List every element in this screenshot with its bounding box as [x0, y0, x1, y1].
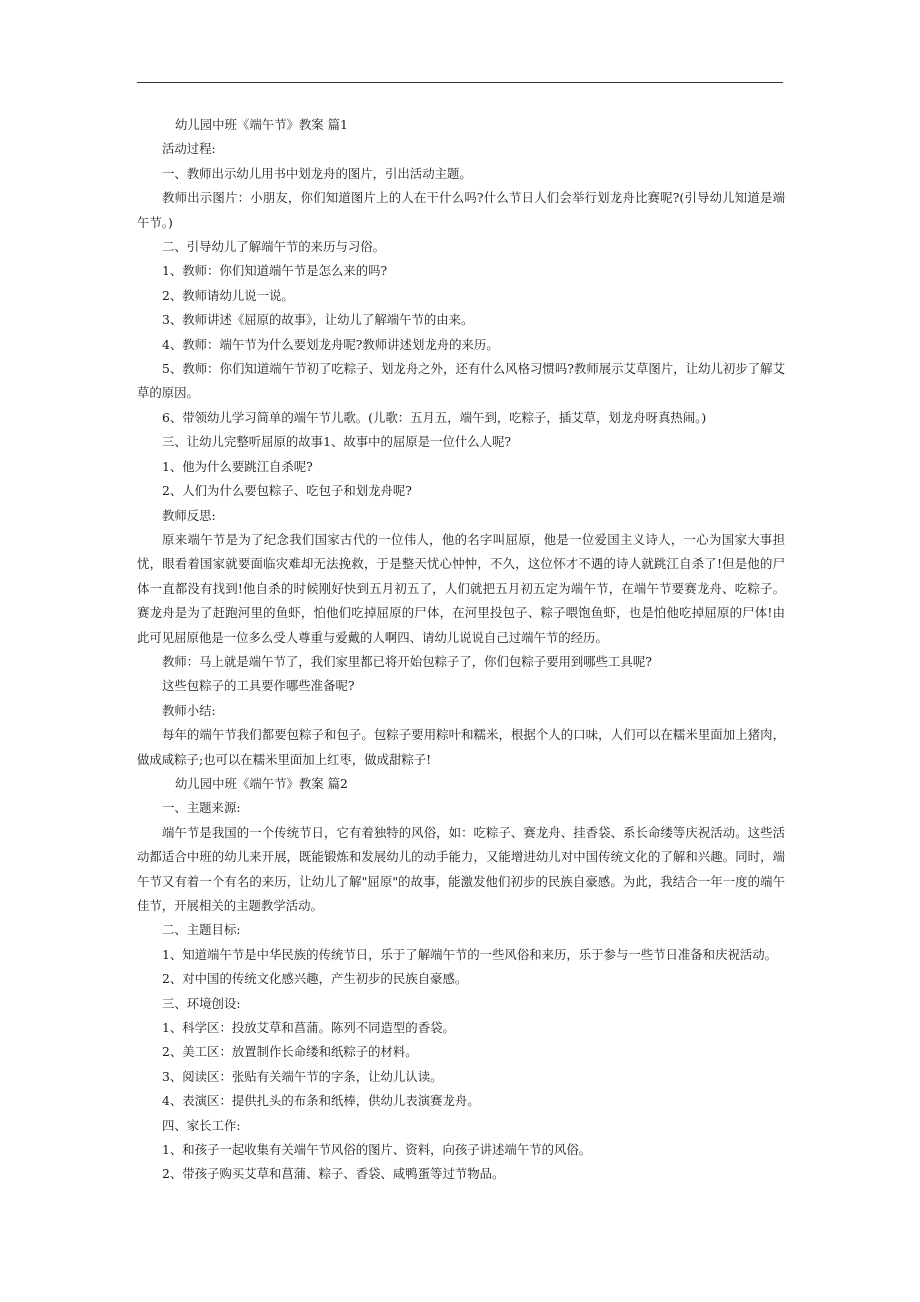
paragraph: 四、家长工作:	[162, 1117, 241, 1133]
paragraph: 2、人们为什么要包粽子、吃包子和划龙舟呢?	[162, 483, 412, 499]
paragraph: 5、教师：你们知道端午节初了吃粽子、划龙舟之外，还有什么风格习惯吗?教师展示艾草图片，让幼儿初步了解艾草的原因。	[137, 361, 785, 401]
paragraph: 4、表演区：提供扎头的布条和纸棒，供幼儿表演赛龙舟。	[162, 1093, 480, 1109]
header-rule	[137, 82, 783, 83]
document-body	[137, 113, 785, 1187]
paragraph: 1、科学区：投放艾草和菖蒲。陈列不同造型的香袋。	[162, 1020, 455, 1036]
paragraph: 活动过程:	[162, 141, 216, 157]
paragraph: 2、带孩子购买艾草和菖蒲、粽子、香袋、咸鸭蛋等过节物品。	[162, 1166, 505, 1182]
paragraph: 1、他为什么要跳江自杀呢?	[162, 458, 313, 474]
paragraph: 3、教师讲述《屈原的故事》，让幼儿了解端午节的由来。	[162, 312, 474, 328]
paragraph: 端午节是我国的一个传统节日，它有着独特的风俗，如：吃粽子、赛龙舟、挂香袋、系长命缕等庆祝活动。这些活动都适合中班的幼儿来开展，既能锻炼和发展幼儿的动手能力，又能增进幼儿对中国传统文化的了解和兴趣。同时，端午节又有着一个有名的来历，让幼儿了解"屈原"的故事，能激发他们初步的民族自豪感。为此，我结合一年一度的端午佳节，开展相关的主题教学活动。	[137, 824, 785, 913]
paragraph: 三、环境创设:	[162, 995, 241, 1011]
paragraph: 教师：马上就是端午节了，我们家里都已将开始包粽子了，你们包粽子要用到哪些工具呢?	[162, 653, 652, 669]
section-title: 幼儿园中班《端午节》教案 篇1	[175, 117, 348, 132]
paragraph: 这些包粽子的工具要作哪些准备呢?	[162, 678, 355, 694]
paragraph: 一、教师出示幼儿用书中划龙舟的图片，引出活动主题。	[162, 165, 472, 181]
paragraph: 三、让幼儿完整听屈原的故事1、故事中的屈原是一位什么人呢?	[162, 434, 512, 450]
section-title: 幼儿园中班《端午节》教案 篇2	[175, 775, 348, 791]
paragraph: 原来端午节是为了纪念我们国家古代的一位伟人，他的名字叫屈原，他是一位爱国主义诗人，一心为国家大事担忧，眼看着国家就要面临灾难却无法挽救，于是整天忧心忡忡，不久，这位怀才不遇的诗人就跳江自杀了!但是他的尸体一直都没有找到!他自杀的时候刚好快到五月初五了，人们就把五月初五定为端午节，在端午节要赛龙舟、吃粽子。赛龙舟是为了赶跑河里的鱼虾，怕他们吃掉屈原的尸体，在河里投包子、粽子喂饱鱼虾，也是怕他吃掉屈原的尸体!由此可见屈原他是一位多么受人尊重与爱戴的人啊四、请幼儿说说自己过端午节的经历。	[137, 531, 785, 645]
paragraph: 2、对中国的传统文化感兴趣，产生初步的民族自豪感。	[162, 971, 468, 987]
paragraph: 1、和孩子一起收集有关端午节风俗的图片、资料，向孩子讲述端午节的风俗。	[162, 1142, 592, 1158]
paragraph: 4、教师：端午节为什么要划龙舟呢?教师讲述划龙舟的来历。	[162, 336, 499, 352]
paragraph: 1、知道端午节是中华民族的传统节日，乐于了解端午节的一些风俗和来历，乐于参与一些节日准备和庆祝活动。	[162, 946, 778, 962]
paragraph: 二、主题目标:	[162, 922, 241, 938]
paragraph: 教师小结:	[162, 702, 216, 718]
paragraph: 1、教师：你们知道端午节是怎么来的吗?	[162, 263, 388, 279]
paragraph: 2、教师请幼儿说一说。	[162, 287, 294, 303]
paragraph: 一、主题来源:	[162, 800, 241, 816]
paragraph: 每年的端午节我们都要包粽子和包子。包粽子要用粽叶和糯米，根据个人的口味，人们可以在糯米里面加上猪肉，做成咸粽子;也可以在糯米里面加上红枣，做成甜粽子!	[137, 727, 785, 767]
paragraph: 6、带领幼儿学习简单的端午节儿歌。(儿歌：五月五，端午到，吃粽子，插艾草，划龙舟呀真热闹。)	[162, 409, 707, 425]
paragraph: 二、引导幼儿了解端午节的来历与习俗。	[162, 239, 386, 255]
paragraph: 教师反思:	[162, 507, 216, 523]
paragraph: 2、美工区：放置制作长命缕和纸粽子的材料。	[162, 1044, 418, 1060]
paragraph: 3、阅读区：张贴有关端午节的字条，让幼儿认读。	[162, 1068, 443, 1084]
paragraph: 教师出示图片：小朋友，你们知道图片上的人在干什么吗?什么节日人们会举行划龙舟比赛呢?(引导幼儿知道是端午节。)	[137, 190, 785, 230]
